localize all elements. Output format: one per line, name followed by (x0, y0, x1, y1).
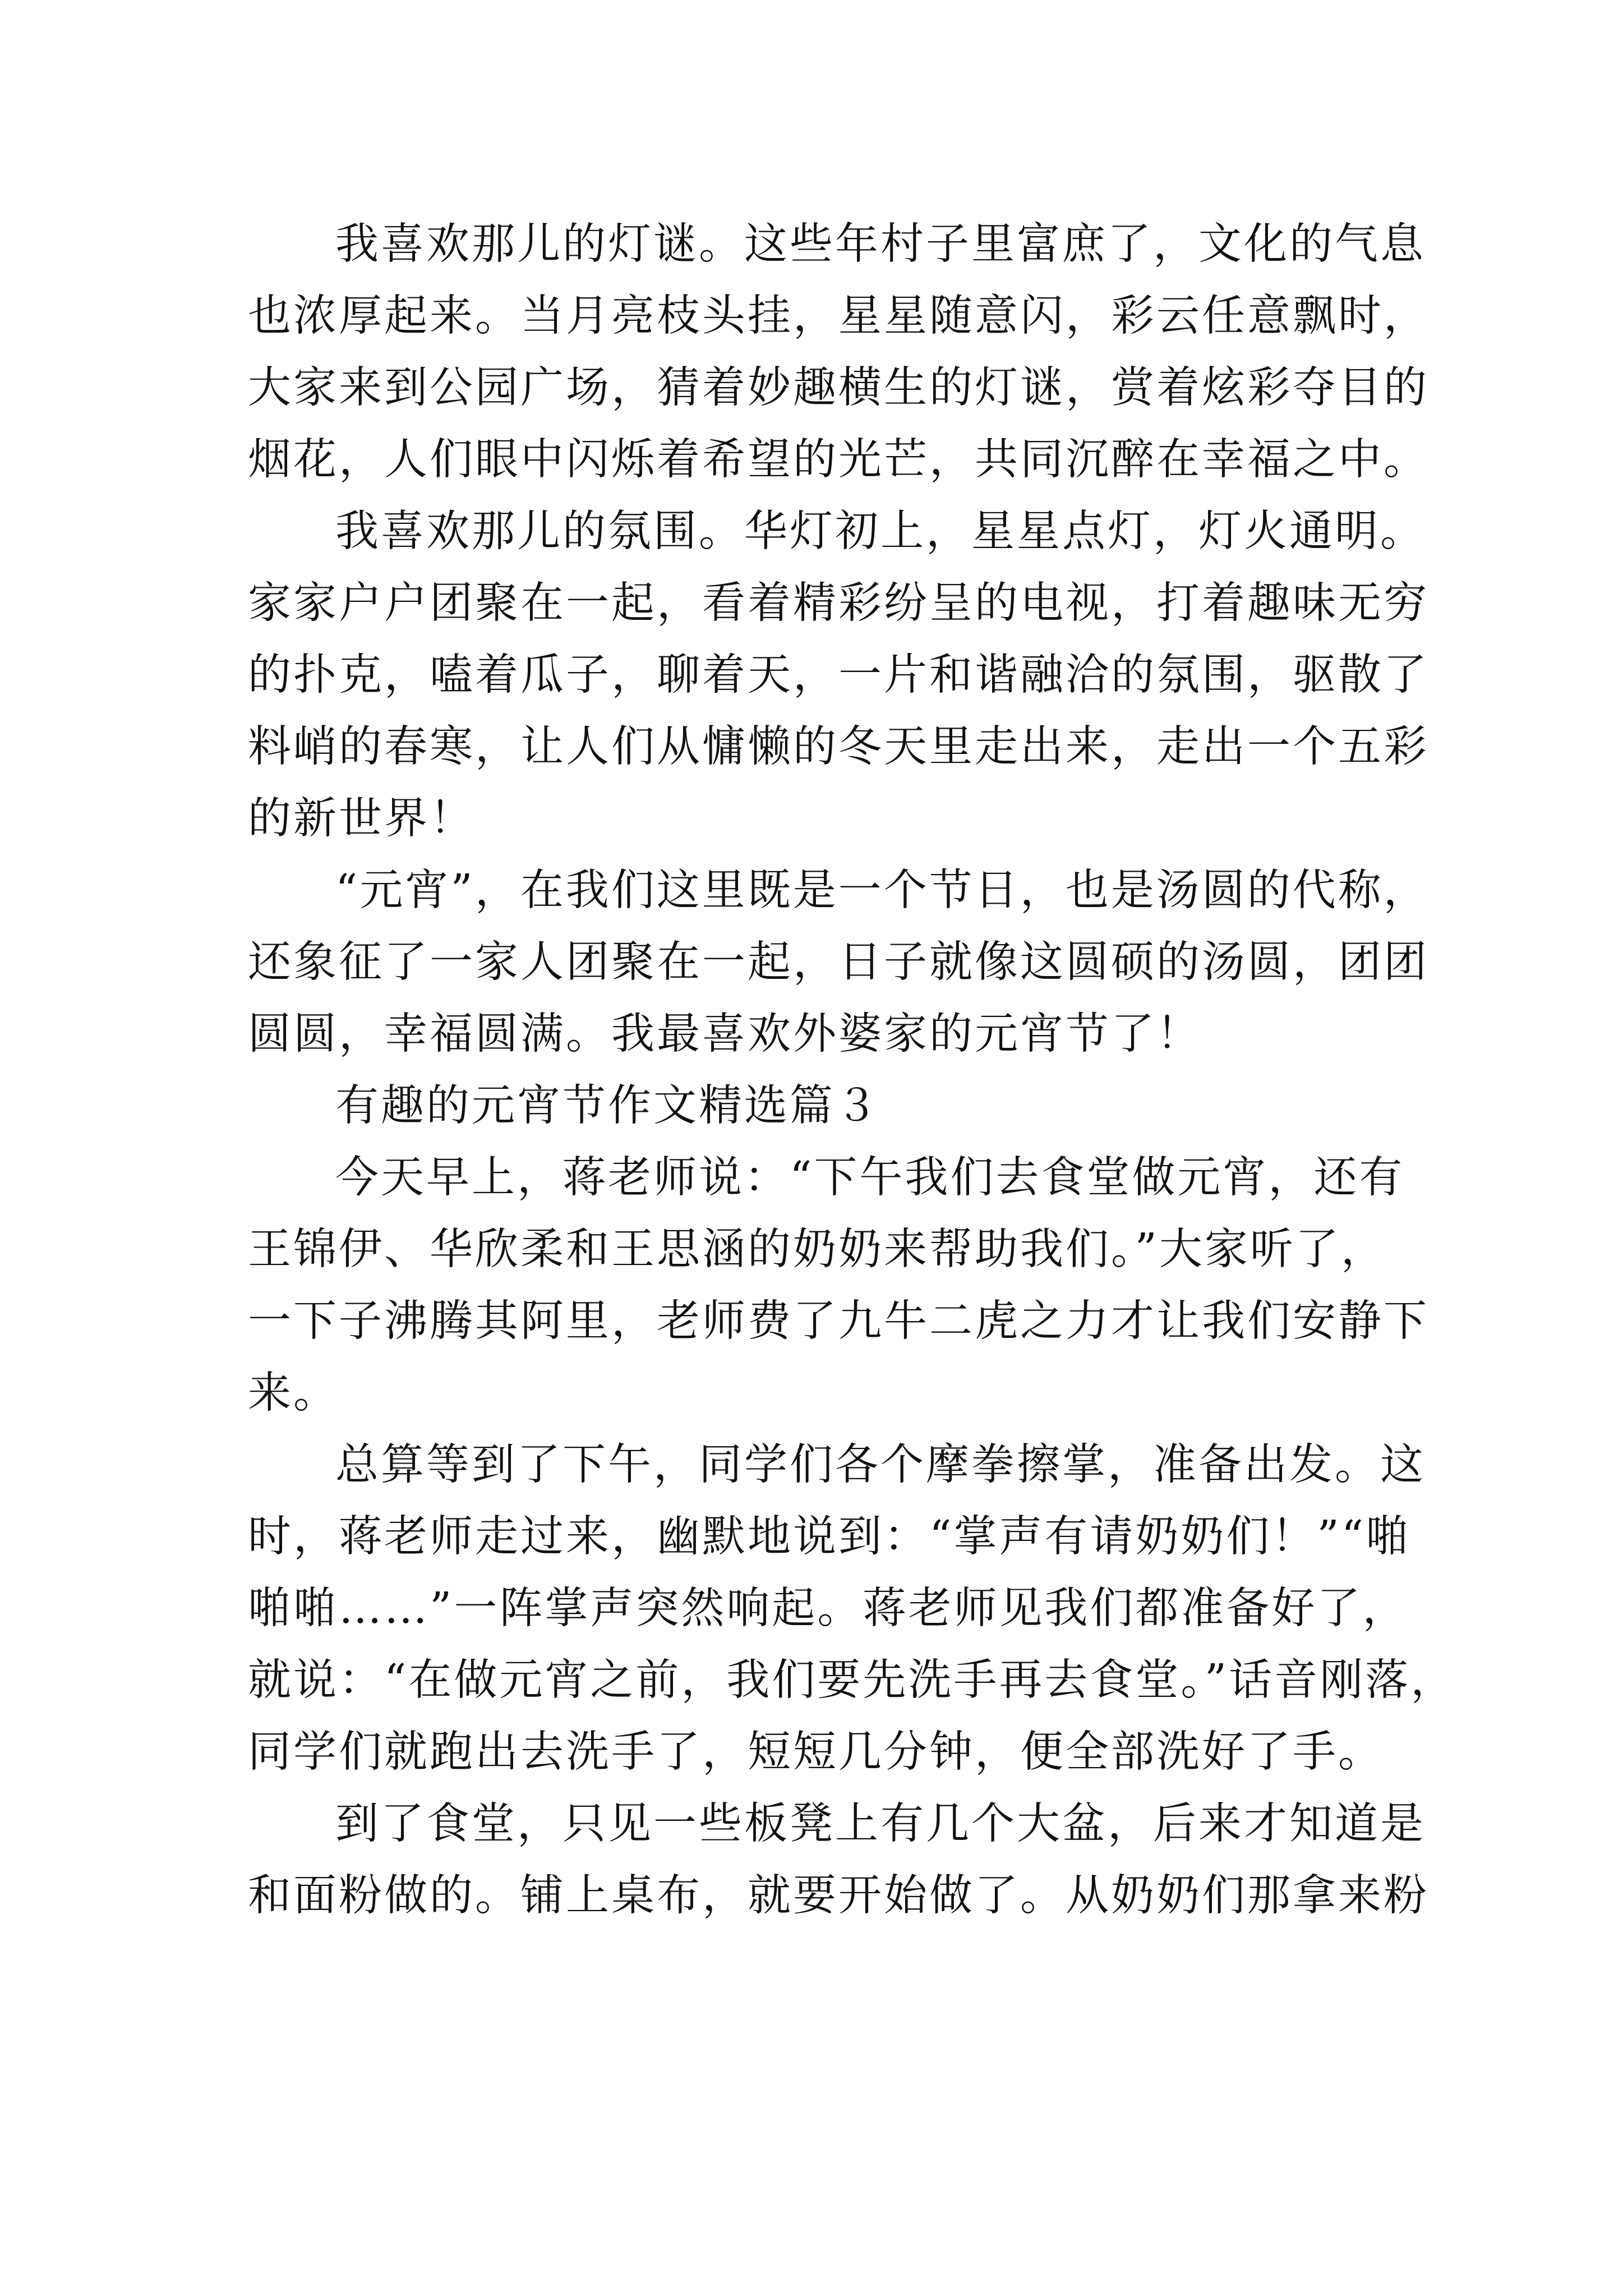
text-line: 就说：“在做元宵之前，我们要先洗手再去食堂。”话音刚落， (248, 1655, 1456, 1705)
text-line: 来。 (248, 1368, 339, 1418)
text-line: 到了食堂，只见一些板凳上有几个大盆，后来才知道是 (335, 1799, 1426, 1849)
text-line: 今天早上，蒋老师说：“下午我们去食堂做元宵，还有 (335, 1153, 1405, 1203)
text-line: 和面粉做的。铺上桌布，就要开始做了。从奶奶们那拿来粉 (248, 1871, 1429, 1921)
text-line: 我喜欢那儿的灯谜。这些年村子里富庶了，文化的气息 (335, 219, 1426, 269)
text-line: 烟花，人们眼中闪烁着希望的光芒，共同沉醉在幸福之中。 (248, 435, 1429, 485)
text-line: 啪啪……”一阵掌声突然响起。蒋老师见我们都准备好了， (248, 1584, 1408, 1634)
text-line: “元宵”，在我们这里既是一个节日，也是汤圆的代称， (335, 866, 1429, 915)
text-line: 圆圆，幸福圆满。我最喜欢外婆家的元宵节了！ (248, 1009, 1202, 1059)
text-line: 的扑克，嗑着瓜子，聊着天，一片和谐融洽的氛围，驱散了 (248, 650, 1429, 700)
text-line: 大家来到公园广场，猜着妙趣横生的灯谜，赏着炫彩夺目的 (248, 363, 1429, 413)
section-heading: 有趣的元宵节作文精选篇３ (335, 1081, 880, 1131)
text-line: 家家户户团聚在一起，看着精彩纷呈的电视，打着趣味无穷 (248, 578, 1429, 628)
text-line: 同学们就跑出去洗手了，短短几分钟，便全部洗好了手。 (248, 1727, 1384, 1777)
text-line: 料峭的春寒，让人们从慵懒的冬天里走出来，走出一个五彩 (248, 722, 1429, 772)
text-line: 的新世界！ (248, 794, 475, 844)
text-line: 总算等到了下午，同学们各个摩拳擦掌，准备出发。这 (335, 1440, 1426, 1490)
text-line: 我喜欢那儿的氛围。华灯初上，星星点灯，灯火通明。 (335, 507, 1426, 556)
text-line: 还象征了一家人团聚在一起，日子就像这圆硕的汤圆，团团 (248, 937, 1429, 987)
text-line: 时，蒋老师走过来，幽默地说到：“掌声有请奶奶们！”“啪 (248, 1512, 1412, 1562)
text-line: 王锦伊、华欣柔和王思涵的奶奶来帮助我们。”大家听了， (248, 1225, 1386, 1274)
text-line: 也浓厚起来。当月亮枝头挂，星星随意闪，彩云任意飘时， (248, 291, 1429, 341)
text-line: 一下子沸腾其阿里，老师费了九牛二虎之力才让我们安静下 (248, 1296, 1429, 1346)
